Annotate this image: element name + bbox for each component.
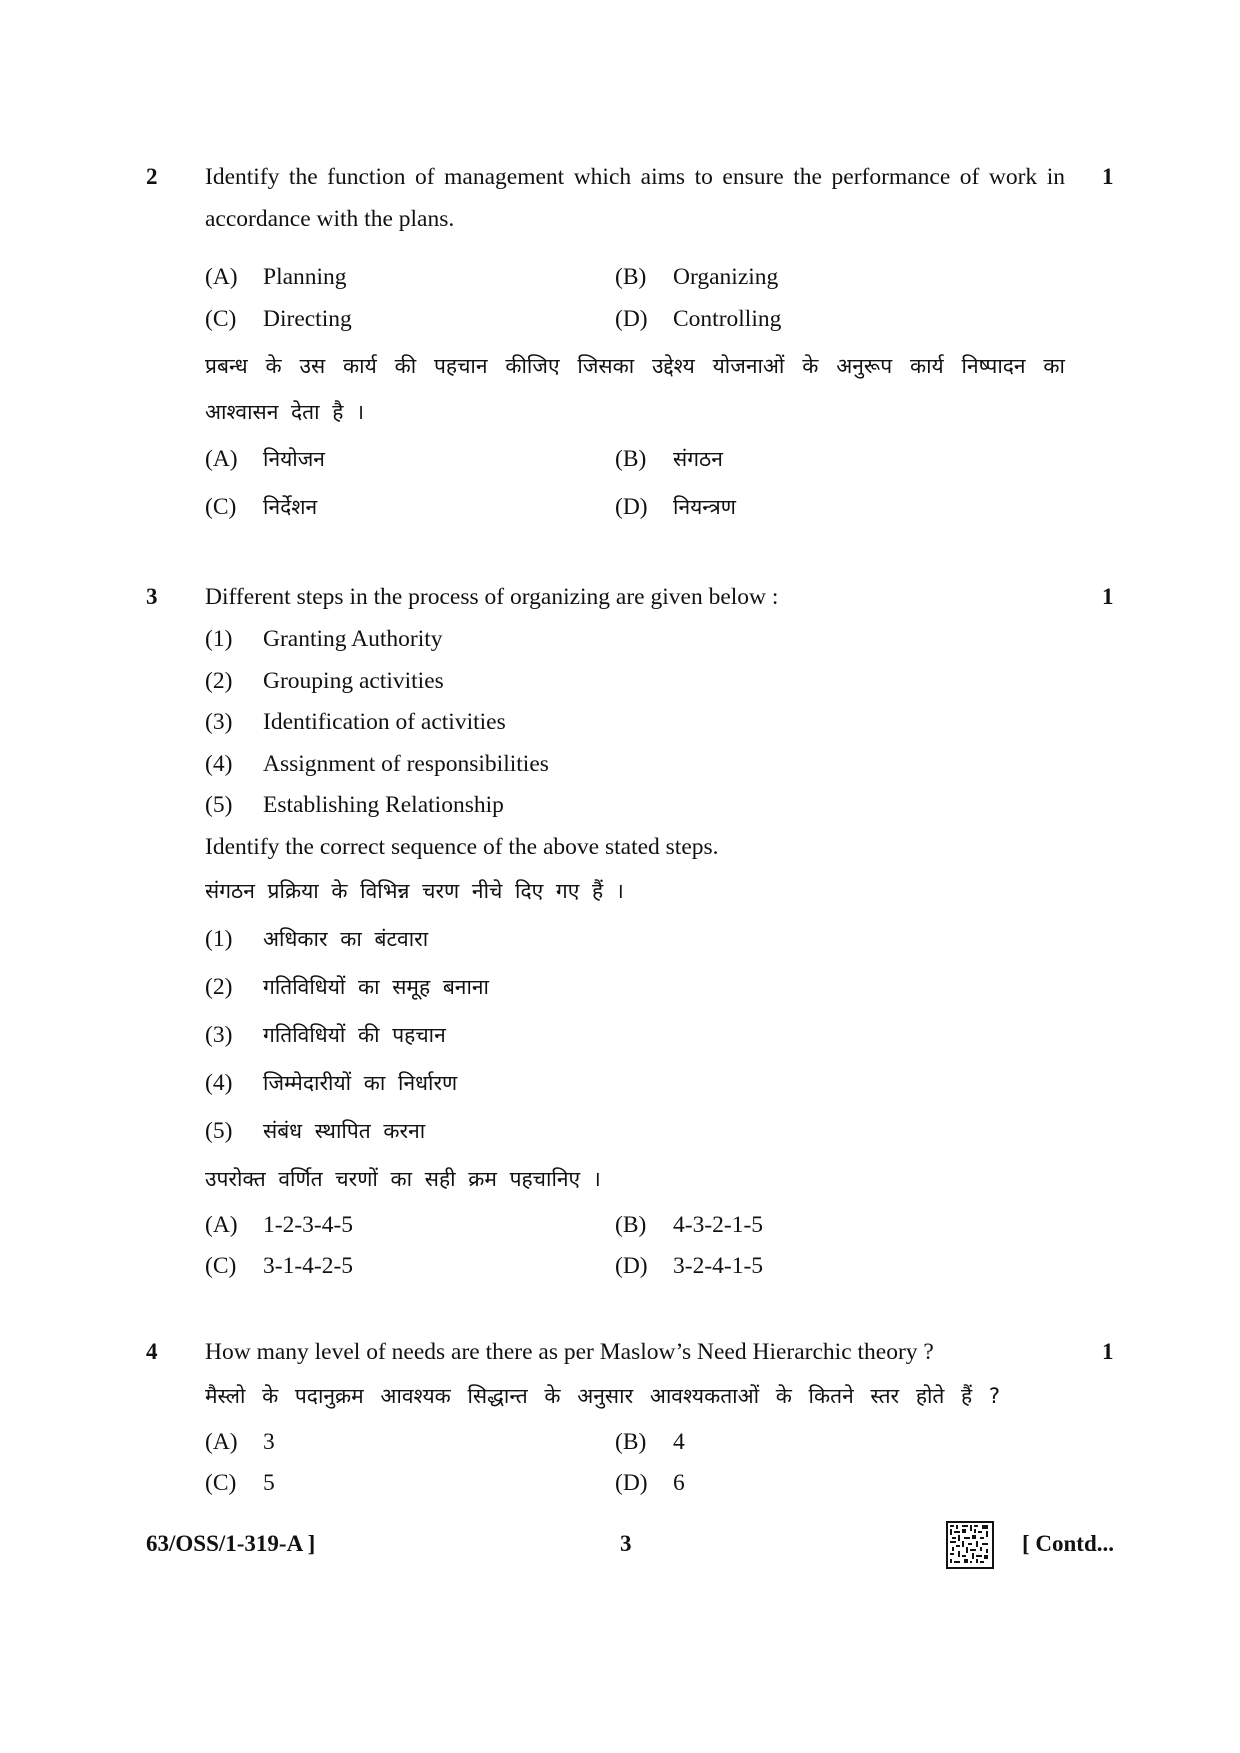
option-letter: (C) [205, 306, 237, 332]
question-3-step-2-hi [205, 972, 489, 1002]
option-text: 3 [263, 1429, 275, 1455]
option-text: Directing [263, 306, 352, 332]
question-3-marks: 1 [1102, 584, 1114, 609]
question-3-option-c [205, 1251, 353, 1281]
question-3-option-b [615, 1210, 763, 1240]
option-letter: (D) [615, 494, 648, 520]
option-letter: (B) [615, 446, 647, 472]
option-text: Controlling [673, 306, 782, 332]
option-text: 3-2-4-1-5 [673, 1253, 764, 1279]
step-number: (3) [205, 1022, 233, 1048]
question-3-step-1-hi [205, 924, 428, 954]
question-2-text-en: Identify the function of management which aims to ensure the performance of work in accordance with the plans. [205, 164, 1065, 232]
question-4-text-hi: मैस्लो के पदानुक्रम आवश्यक सिद्धान्त के अनुसार आवश्यकताओं के कितने स्तर होते हैं ? [205, 1384, 1001, 1408]
question-2-marks: 1 [1102, 164, 1114, 189]
paper-code: 63/OSS/1-319-A ] [146, 1531, 316, 1556]
question-2-text-hi: प्रबन्ध के उस कार्य की पहचान कीजिए जिसका उद्देश्य योजनाओं के अनुरूप कार्य निष्पादन का आश्वासन देता है । [205, 354, 1065, 424]
question-4-marks: 1 [1102, 1339, 1114, 1364]
question-4-option-a [205, 1427, 275, 1457]
continued-label: [ Contd... [1022, 1531, 1115, 1556]
question-3-step-4-hi [205, 1068, 457, 1098]
step-text: Identification of activities [263, 709, 506, 735]
question-3-step-3-hi [205, 1020, 446, 1050]
step-number: (3) [205, 709, 233, 735]
question-3-instruction-hi: उपरोक्त वर्णित चरणों का सही क्रम पहचानिए । [205, 1167, 601, 1191]
step-text: गतिविधियों की पहचान [263, 1023, 446, 1047]
step-text: Granting Authority [263, 626, 443, 652]
question-3-text-en: Different steps in the process of organizing are given below : [205, 584, 779, 610]
question-4-text-en: How many level of needs are there as per Maslow’s Need Hierarchic theory ? [205, 1339, 934, 1365]
question-2-option-a-en [205, 262, 347, 292]
option-text: 6 [673, 1470, 685, 1496]
option-letter: (B) [615, 264, 647, 290]
question-3-number: 3 [146, 584, 158, 609]
option-letter: (C) [205, 1470, 237, 1496]
step-number: (4) [205, 751, 233, 777]
question-3-step-5-en [205, 790, 504, 820]
step-number: (1) [205, 926, 233, 952]
question-3-step-1-en [205, 624, 443, 654]
step-number: (2) [205, 974, 233, 1000]
option-text: Organizing [673, 264, 779, 290]
question-4-option-b [615, 1427, 685, 1457]
option-text: 4-3-2-1-5 [673, 1212, 764, 1238]
question-3-option-d [615, 1251, 763, 1281]
question-2-option-b-en [615, 262, 778, 292]
option-text: Planning [263, 264, 347, 290]
question-2-option-b-hi [615, 444, 723, 474]
option-letter: (D) [615, 1470, 648, 1496]
question-3-step-3-en [205, 707, 506, 737]
qr-code-icon [946, 1521, 994, 1569]
question-3-step-5-hi [205, 1116, 425, 1146]
question-2-option-c-en [205, 304, 352, 334]
step-number: (1) [205, 626, 233, 652]
option-text: निर्देशन [263, 495, 318, 519]
step-number: (5) [205, 1118, 233, 1144]
question-2-option-a-hi [205, 444, 325, 474]
question-2-option-c-hi [205, 492, 317, 522]
step-text: अधिकार का बंटवारा [263, 927, 429, 951]
option-letter: (B) [615, 1429, 647, 1455]
step-number: (2) [205, 668, 233, 694]
question-2-number: 2 [146, 164, 158, 189]
option-text: 1-2-3-4-5 [263, 1212, 354, 1238]
question-2-option-d-hi [615, 492, 736, 522]
option-letter: (A) [205, 1212, 238, 1238]
step-text: Establishing Relationship [263, 792, 504, 818]
option-text: नियोजन [263, 447, 325, 471]
step-number: (5) [205, 792, 233, 818]
option-letter: (C) [205, 494, 237, 520]
question-3-instruction-en: Identify the correct sequence of the above stated steps. [205, 834, 719, 860]
option-letter: (D) [615, 306, 648, 332]
option-letter: (B) [615, 1212, 647, 1238]
step-text: Assignment of responsibilities [263, 751, 549, 777]
question-3-step-2-en [205, 666, 444, 696]
question-4-option-c [205, 1468, 275, 1498]
option-letter: (A) [205, 446, 238, 472]
option-letter: (C) [205, 1253, 237, 1279]
option-text: संगठन [673, 447, 723, 471]
option-letter: (A) [205, 264, 238, 290]
step-text: गतिविधियों का समूह बनाना [263, 975, 489, 999]
step-text: Grouping activities [263, 668, 444, 694]
page-number: 3 [620, 1531, 632, 1556]
question-4-number: 4 [146, 1339, 158, 1364]
option-letter: (D) [615, 1253, 648, 1279]
question-4-option-d [615, 1468, 685, 1498]
question-3-option-a [205, 1210, 353, 1240]
option-text: 3-1-4-2-5 [263, 1253, 354, 1279]
option-text: 4 [673, 1429, 685, 1455]
question-3-step-4-en [205, 749, 549, 779]
option-text: नियन्त्रण [673, 495, 736, 519]
question-3-text-hi: संगठन प्रक्रिया के विभिन्न चरण नीचे दिए गए हैं । [205, 879, 624, 903]
step-text: जिम्मेदारीयों का निर्धारण [263, 1071, 458, 1095]
question-2-option-d-en [615, 304, 781, 334]
step-number: (4) [205, 1070, 233, 1096]
option-text: 5 [263, 1470, 275, 1496]
option-letter: (A) [205, 1429, 238, 1455]
step-text: संबंध स्थापित करना [263, 1119, 426, 1143]
